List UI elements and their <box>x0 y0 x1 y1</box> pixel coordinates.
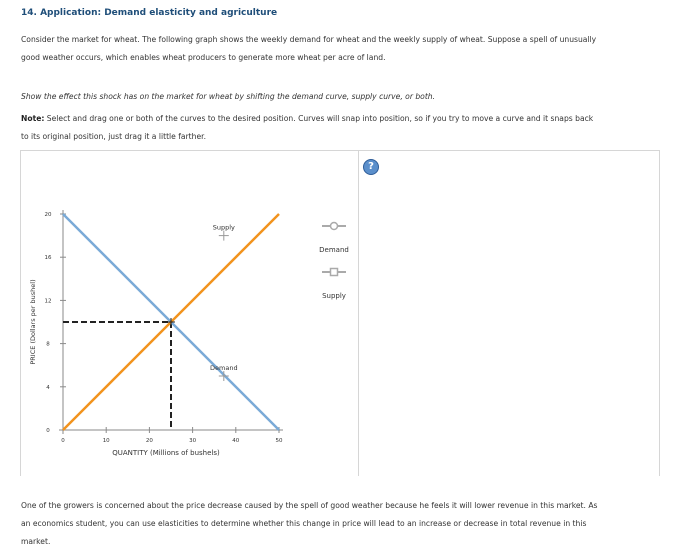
followup-line-1: One of the growers is concerned about the price decrease caused by the spell of good weather because he feels it will lower revenue in this market. As <box>21 501 598 510</box>
x-tick-label: 40 <box>232 438 240 444</box>
y-tick-label: 20 <box>44 212 52 218</box>
question-heading: 14. Application: Demand elasticity and agriculture <box>21 8 278 18</box>
y-tick-label: 16 <box>44 255 52 262</box>
intro-line-1: Consider the market for wheat. The following graph shows the weekly demand for wheat and the weekly supply of wheat. Suppose a spell of unusually <box>21 35 597 44</box>
x-tick-label: 20 <box>145 438 153 444</box>
x-tick-label: 50 <box>275 438 283 444</box>
demand-curve-label: Demand <box>210 364 238 372</box>
followup-line-3: market. <box>21 537 51 546</box>
followup-paragraph <box>21 497 661 551</box>
legend-supply-square-icon[interactable] <box>331 269 338 276</box>
supply-curve-label: Supply <box>212 223 235 232</box>
y-tick-label: 4 <box>46 384 50 391</box>
legend-demand-label: Demand <box>319 246 349 254</box>
y-tick-label: 0 <box>46 428 50 434</box>
x-axis-title: QUANTITY (Millions of bushels) <box>112 449 220 457</box>
note-line-2: to its original position, just drag it a little farther. <box>21 132 206 141</box>
x-tick-label: 30 <box>189 438 197 444</box>
x-tick-label: 0 <box>61 438 65 444</box>
y-tick-label: 12 <box>44 298 52 305</box>
y-axis-title: PRICE (Dollars per bushel) <box>29 279 37 365</box>
followup-line-2: an economics student, you can use elasticities to determine whether this change in price will lead to an increase or decrease in total revenue in this <box>21 519 587 528</box>
legend-demand-circle-icon[interactable] <box>331 223 338 230</box>
y-tick-label: 8 <box>46 341 50 348</box>
intro-line-2: good weather occurs, which enables wheat producers to generate more wheat per acre of land. <box>21 53 386 62</box>
help-button[interactable]: ? <box>363 159 379 175</box>
x-tick-label: 10 <box>102 438 110 444</box>
note-text: Select and drag one or both of the curves to the desired position. Curves will snap into position, so if you try to move a curve and it snaps back <box>44 114 594 123</box>
instruction-text: Show the effect this shock has on the market for wheat by shifting the demand curve, supply curve, or both. <box>21 92 436 101</box>
legend-supply-label: Supply <box>322 292 346 300</box>
note-label: Note: <box>21 114 45 123</box>
